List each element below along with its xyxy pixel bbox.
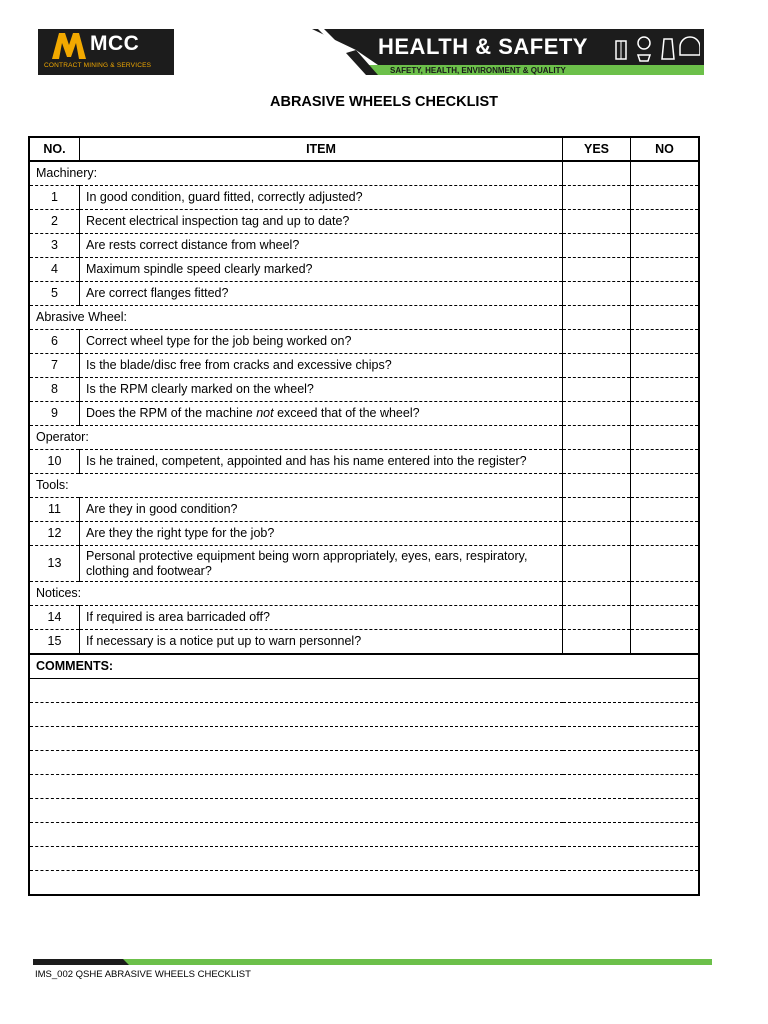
yes-cell[interactable] bbox=[563, 234, 631, 258]
item-text-emphasis: not bbox=[256, 406, 274, 420]
table-row bbox=[29, 498, 699, 522]
no-cell[interactable] bbox=[631, 606, 700, 630]
item-number: 9 bbox=[29, 402, 80, 426]
no-cell[interactable] bbox=[631, 330, 700, 354]
item-number: 3 bbox=[29, 234, 80, 258]
no-cell[interactable] bbox=[631, 258, 700, 282]
no-cell[interactable] bbox=[631, 402, 700, 426]
comment-line bbox=[29, 823, 699, 847]
item-number: 5 bbox=[29, 282, 80, 306]
table-row bbox=[29, 378, 699, 402]
comment-field[interactable] bbox=[29, 799, 699, 823]
item-number: 13 bbox=[29, 546, 80, 582]
comment-field[interactable] bbox=[29, 823, 699, 847]
yes-cell[interactable] bbox=[563, 630, 631, 655]
item-text: In good condition, guard fitted, correctly adjusted? bbox=[80, 186, 563, 210]
item-text: Maximum spindle speed clearly marked? bbox=[80, 258, 563, 282]
table-row bbox=[29, 354, 699, 378]
section-row bbox=[29, 474, 699, 498]
no-cell[interactable] bbox=[631, 498, 700, 522]
yes-cell[interactable] bbox=[563, 306, 631, 330]
item-text: If necessary is a notice put up to warn personnel? bbox=[80, 630, 563, 655]
table-row bbox=[29, 186, 699, 210]
table-row bbox=[29, 258, 699, 282]
item-text: Are correct flanges fitted? bbox=[80, 282, 563, 306]
no-cell[interactable] bbox=[631, 450, 700, 474]
mcc-logo bbox=[38, 29, 174, 75]
section-row bbox=[29, 582, 699, 606]
comment-field[interactable] bbox=[29, 775, 699, 799]
table-row bbox=[29, 630, 699, 655]
section-row bbox=[29, 426, 699, 450]
banner-subtitle: SAFETY, HEALTH, ENVIRONMENT & QUALITY bbox=[390, 66, 566, 75]
comment-line bbox=[29, 799, 699, 823]
header-no: NO. bbox=[29, 137, 80, 161]
yes-cell[interactable] bbox=[563, 210, 631, 234]
item-text: Is he trained, competent, appointed and has his name entered into the register? bbox=[80, 450, 563, 474]
no-cell[interactable] bbox=[631, 234, 700, 258]
yes-cell[interactable] bbox=[563, 582, 631, 606]
item-number: 2 bbox=[29, 210, 80, 234]
section-title: Tools: bbox=[29, 474, 563, 498]
logo-text: MCC bbox=[90, 32, 140, 55]
comment-field[interactable] bbox=[29, 847, 699, 871]
item-text-part: Does the RPM of the machine bbox=[86, 406, 257, 420]
comment-line bbox=[29, 847, 699, 871]
yes-cell[interactable] bbox=[563, 282, 631, 306]
comment-field[interactable] bbox=[29, 727, 699, 751]
no-cell[interactable] bbox=[631, 474, 700, 498]
yes-cell[interactable] bbox=[563, 474, 631, 498]
item-text: Recent electrical inspection tag and up to date? bbox=[80, 210, 563, 234]
item-number: 8 bbox=[29, 378, 80, 402]
document-title: ABRASIVE WHEELS CHECKLIST bbox=[270, 94, 498, 110]
item-number: 12 bbox=[29, 522, 80, 546]
banner-title: HEALTH & SAFETY bbox=[378, 34, 588, 59]
item-text: Correct wheel type for the job being worked on? bbox=[80, 330, 563, 354]
comment-field[interactable] bbox=[29, 679, 699, 703]
table-row bbox=[29, 234, 699, 258]
mcc-m-mark-icon bbox=[52, 33, 86, 59]
item-number: 6 bbox=[29, 330, 80, 354]
item-number: 11 bbox=[29, 498, 80, 522]
table-row bbox=[29, 522, 699, 546]
health-safety-banner bbox=[312, 29, 704, 76]
table-row bbox=[29, 210, 699, 234]
comment-line bbox=[29, 727, 699, 751]
table-row bbox=[29, 330, 699, 354]
comments-header-row bbox=[29, 654, 699, 679]
item-text bbox=[80, 402, 563, 426]
section-title: Abrasive Wheel: bbox=[29, 306, 563, 330]
yes-cell[interactable] bbox=[563, 522, 631, 546]
no-cell[interactable] bbox=[631, 306, 700, 330]
yes-cell[interactable] bbox=[563, 606, 631, 630]
footer-document-code: IMS_002 QSHE ABRASIVE WHEELS CHECKLIST bbox=[35, 969, 251, 980]
section-title: Machinery: bbox=[29, 161, 563, 186]
ppe-icons bbox=[614, 33, 700, 63]
checklist-table bbox=[28, 136, 700, 896]
no-cell[interactable] bbox=[631, 522, 700, 546]
logo-tagline: CONTRACT MINING & SERVICES bbox=[44, 62, 152, 69]
no-cell[interactable] bbox=[631, 282, 700, 306]
table-row bbox=[29, 402, 699, 426]
footer-bar bbox=[33, 959, 712, 965]
no-cell[interactable] bbox=[631, 630, 700, 655]
no-cell[interactable] bbox=[631, 426, 700, 450]
table-row bbox=[29, 546, 699, 582]
table-row bbox=[29, 282, 699, 306]
comment-line bbox=[29, 775, 699, 799]
item-number: 14 bbox=[29, 606, 80, 630]
item-number: 15 bbox=[29, 630, 80, 655]
item-number: 4 bbox=[29, 258, 80, 282]
item-text: Is the RPM clearly marked on the wheel? bbox=[80, 378, 563, 402]
no-cell[interactable] bbox=[631, 354, 700, 378]
table-row bbox=[29, 606, 699, 630]
item-text: Are rests correct distance from wheel? bbox=[80, 234, 563, 258]
section-row bbox=[29, 306, 699, 330]
no-cell[interactable] bbox=[631, 186, 700, 210]
yes-cell[interactable] bbox=[563, 354, 631, 378]
yes-cell[interactable] bbox=[563, 450, 631, 474]
yes-cell[interactable] bbox=[563, 330, 631, 354]
comments-label: COMMENTS: bbox=[29, 654, 699, 679]
header-yes: YES bbox=[563, 137, 631, 161]
section-title: Notices: bbox=[29, 582, 563, 606]
header-no-col: NO bbox=[631, 137, 700, 161]
table-row bbox=[29, 450, 699, 474]
yes-cell[interactable] bbox=[563, 402, 631, 426]
item-text: If required is area barricaded off? bbox=[80, 606, 563, 630]
table-header-row bbox=[29, 137, 699, 161]
yes-cell[interactable] bbox=[563, 498, 631, 522]
item-text: Are they the right type for the job? bbox=[80, 522, 563, 546]
comment-field[interactable] bbox=[29, 871, 699, 896]
comment-line bbox=[29, 679, 699, 703]
section-row bbox=[29, 161, 699, 186]
comment-field[interactable] bbox=[29, 751, 699, 775]
yes-cell[interactable] bbox=[563, 546, 631, 582]
no-cell[interactable] bbox=[631, 378, 700, 402]
comment-line bbox=[29, 703, 699, 727]
item-number: 7 bbox=[29, 354, 80, 378]
item-number: 1 bbox=[29, 186, 80, 210]
comment-line bbox=[29, 751, 699, 775]
yes-cell[interactable] bbox=[563, 378, 631, 402]
item-text: Is the blade/disc free from cracks and excessive chips? bbox=[80, 354, 563, 378]
item-number: 10 bbox=[29, 450, 80, 474]
section-title: Operator: bbox=[29, 426, 563, 450]
comment-line bbox=[29, 871, 699, 896]
yes-cell[interactable] bbox=[563, 258, 631, 282]
comment-field[interactable] bbox=[29, 703, 699, 727]
no-cell[interactable] bbox=[631, 546, 700, 582]
header-item: ITEM bbox=[80, 137, 563, 161]
item-text-part: exceed that of the wheel? bbox=[273, 406, 420, 420]
yes-cell[interactable] bbox=[563, 161, 631, 186]
item-text: Personal protective equipment being worn appropriately, eyes, ears, respiratory, clothing and footwear? bbox=[80, 546, 563, 582]
yes-cell[interactable] bbox=[563, 426, 631, 450]
no-cell[interactable] bbox=[631, 210, 700, 234]
yes-cell[interactable] bbox=[563, 186, 631, 210]
no-cell[interactable] bbox=[631, 161, 700, 186]
item-text: Are they in good condition? bbox=[80, 498, 563, 522]
no-cell[interactable] bbox=[631, 582, 700, 606]
